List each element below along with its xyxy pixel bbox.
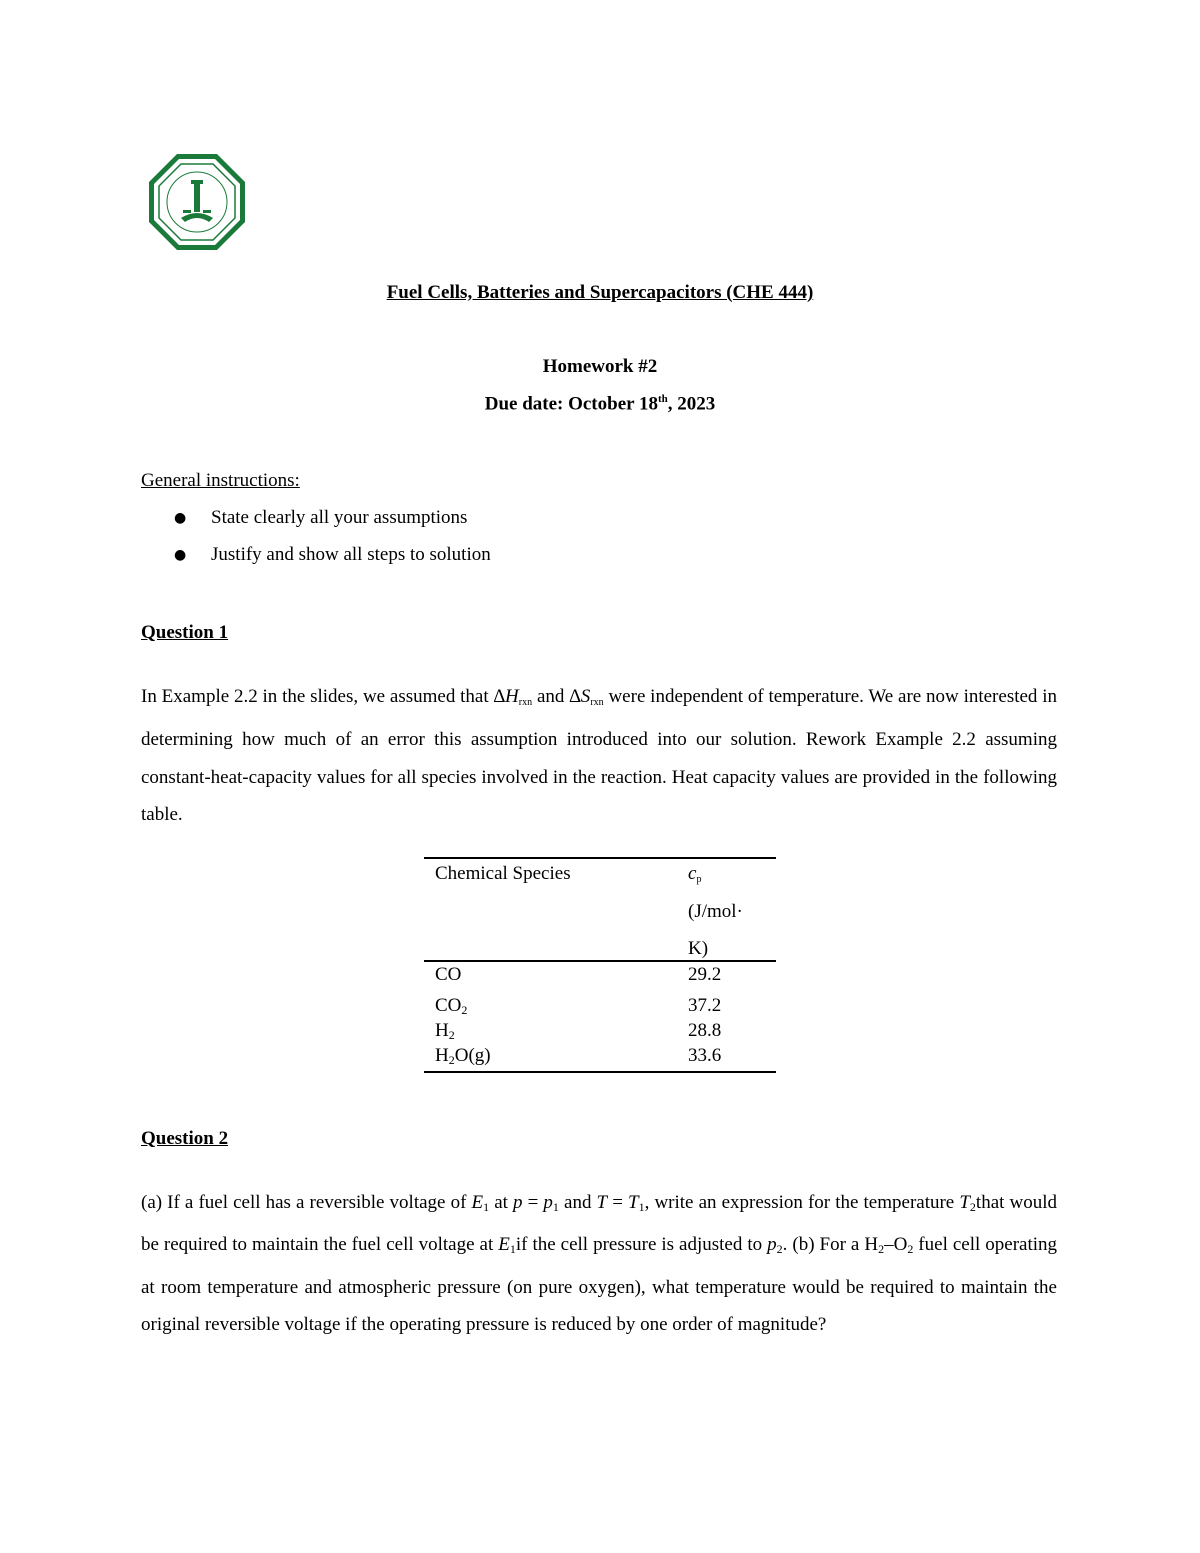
table-bottom-rule	[424, 1071, 776, 1073]
delta-s-symbol: ∆S	[569, 686, 591, 707]
delta-h-symbol: ∆H	[493, 686, 519, 707]
rxn-subscript: rxn	[590, 697, 604, 708]
cp-subscript: p	[696, 874, 702, 885]
q1-text-part: were independent of temperature. We are now interested in determining how much of an error this assumption introduced into our solution. Rework Example 2.2 assuming constant-heat-capacity values for all species involved in the reaction. Heat capacity values are provided in the following table.	[141, 686, 1058, 826]
bullet-icon: ●	[174, 547, 187, 563]
table-header-unit: K)	[688, 938, 709, 959]
table-top-rule	[424, 857, 776, 859]
table-row-species: $CO_2$	[435, 995, 468, 1017]
due-date-suffix: , 2023	[667, 393, 716, 415]
q1-text-part: In Example 2.2 in the slides, we assumed that	[141, 686, 494, 707]
question-2-label: Question 2	[141, 1128, 229, 1149]
question-1-text	[141, 678, 1057, 834]
university-seal-logo	[147, 152, 247, 252]
due-date-sup: th	[657, 393, 668, 405]
due-date	[0, 393, 1200, 415]
table-header-species: Chemical Species	[435, 863, 571, 884]
table-header-unit: (J/mol·	[688, 901, 743, 922]
table-row-species: CO	[435, 964, 462, 985]
table-header-rule	[424, 960, 776, 962]
table-row-value: 28.8	[688, 1020, 722, 1041]
table-row-value: 37.2	[688, 995, 722, 1016]
table-row-value: 29.2	[688, 964, 722, 985]
instruction-item: State clearly all your assumptions	[211, 507, 468, 528]
table-row-value: 33.6	[688, 1045, 722, 1066]
cp-symbol: c	[688, 863, 697, 884]
question-2-text: (a) If a fuel cell has a reversible voltage of $E_1$ at $p = p_1$ and $T = T_1$, write an expression for the temperature $T_2that$ would be required to maintain the fuel cell voltage at $E_1if$ the cell pressure is adjusted to $p_2$. (b) For a $H_2-O_2$ fuel cell operating at room temperature and atmospheric pressure (on pure oxygen), what temperature would be required to maintain the original reversible voltage if the operating pressure is reduced by one order of magnitude?	[141, 1192, 1058, 1336]
question-1-label: Question 1	[141, 622, 229, 643]
heat-capacity-table	[424, 857, 776, 1077]
bullet-icon: ●	[174, 510, 187, 526]
table-header-cp	[688, 863, 701, 885]
table-row-species: $H_2O(g)$	[435, 1045, 491, 1067]
homework-title: Homework #2	[542, 356, 658, 377]
table-row-species: $H_2$	[435, 1020, 455, 1042]
instructions-label: General instructions:	[141, 470, 300, 491]
q1-text-part: and	[532, 686, 570, 707]
instruction-item: Justify and show all steps to solution	[211, 544, 491, 565]
rxn-subscript: rxn	[518, 697, 533, 708]
course-title: Fuel Cells, Batteries and Supercapacitors (CHE 444)	[386, 282, 814, 303]
due-date-prefix: Due date: October 18	[484, 393, 658, 415]
